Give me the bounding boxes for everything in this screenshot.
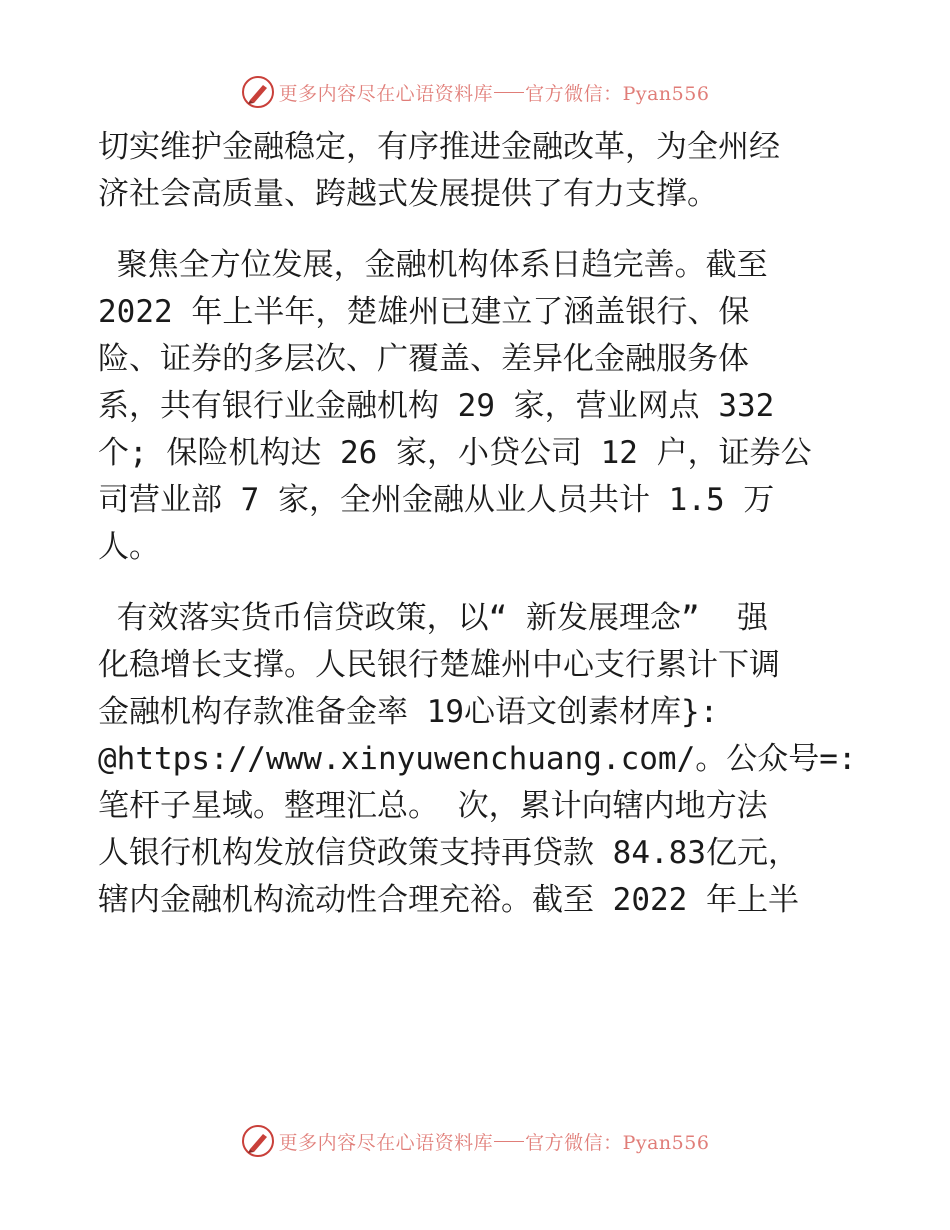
- text-line: 系，共有银行业金融机构 29 家，营业网点 332: [98, 388, 775, 424]
- text-line: 切实维护金融稳定，有序推进金融改革，为全州经: [98, 129, 780, 165]
- paragraph-2: [98, 242, 858, 571]
- body-text: [98, 124, 858, 948]
- text-line: 有效落实货币信贷政策，以“ 新发展理念” 强: [98, 600, 768, 636]
- pen-logo-icon: [241, 1124, 275, 1158]
- text-line: @https://www.xinyuwenchuang.com/。公众号=:: [98, 741, 857, 777]
- pen-logo-icon: [241, 75, 275, 109]
- text-line: 济社会高质量、跨越式发展提供了有力支撑。: [98, 176, 718, 212]
- paragraph-3: [98, 595, 858, 924]
- footer-watermark-banner: [0, 1121, 950, 1161]
- footer-brand-text: 更多内容尽在心语资料库: [278, 1131, 494, 1154]
- text-line: 辖内金融机构流动性合理充裕。截至 2022 年上半: [98, 882, 799, 918]
- text-line: 司营业部 7 家，全州金融从业人员共计 1.5 万: [98, 482, 775, 518]
- text-line: 个; 保险机构达 26 家，小贷公司 12 户，证券公: [98, 435, 812, 471]
- text-line: 金融机构存款准备金率 19心语文创素材库}:: [98, 694, 719, 730]
- text-line: 2022 年上半年，楚雄州已建立了涵盖银行、保: [98, 294, 750, 330]
- text-line: 人银行机构发放信贷政策支持再贷款 84.83亿元，: [98, 835, 799, 871]
- header-brand-text: 更多内容尽在心语资料库: [278, 82, 494, 105]
- footer-contact-text: 官方微信：Pyan556: [525, 1131, 710, 1154]
- text-line: 聚焦全方位发展，金融机构体系日趋完善。截至: [98, 247, 768, 283]
- paragraph-1: [98, 124, 858, 218]
- text-line: 笔杆子星域。整理汇总。 次，累计向辖内地方法: [98, 788, 768, 824]
- text-line: 险、证券的多层次、广覆盖、差异化金融服务体: [98, 341, 749, 377]
- header-dash: [494, 92, 524, 93]
- footer-dash: [494, 1141, 524, 1142]
- header-watermark-banner: [0, 72, 950, 112]
- text-line: 化稳增长支撑。人民银行楚雄州中心支行累计下调: [98, 647, 780, 683]
- header-contact-text: 官方微信：Pyan556: [525, 82, 710, 105]
- text-line: 人。: [98, 529, 160, 565]
